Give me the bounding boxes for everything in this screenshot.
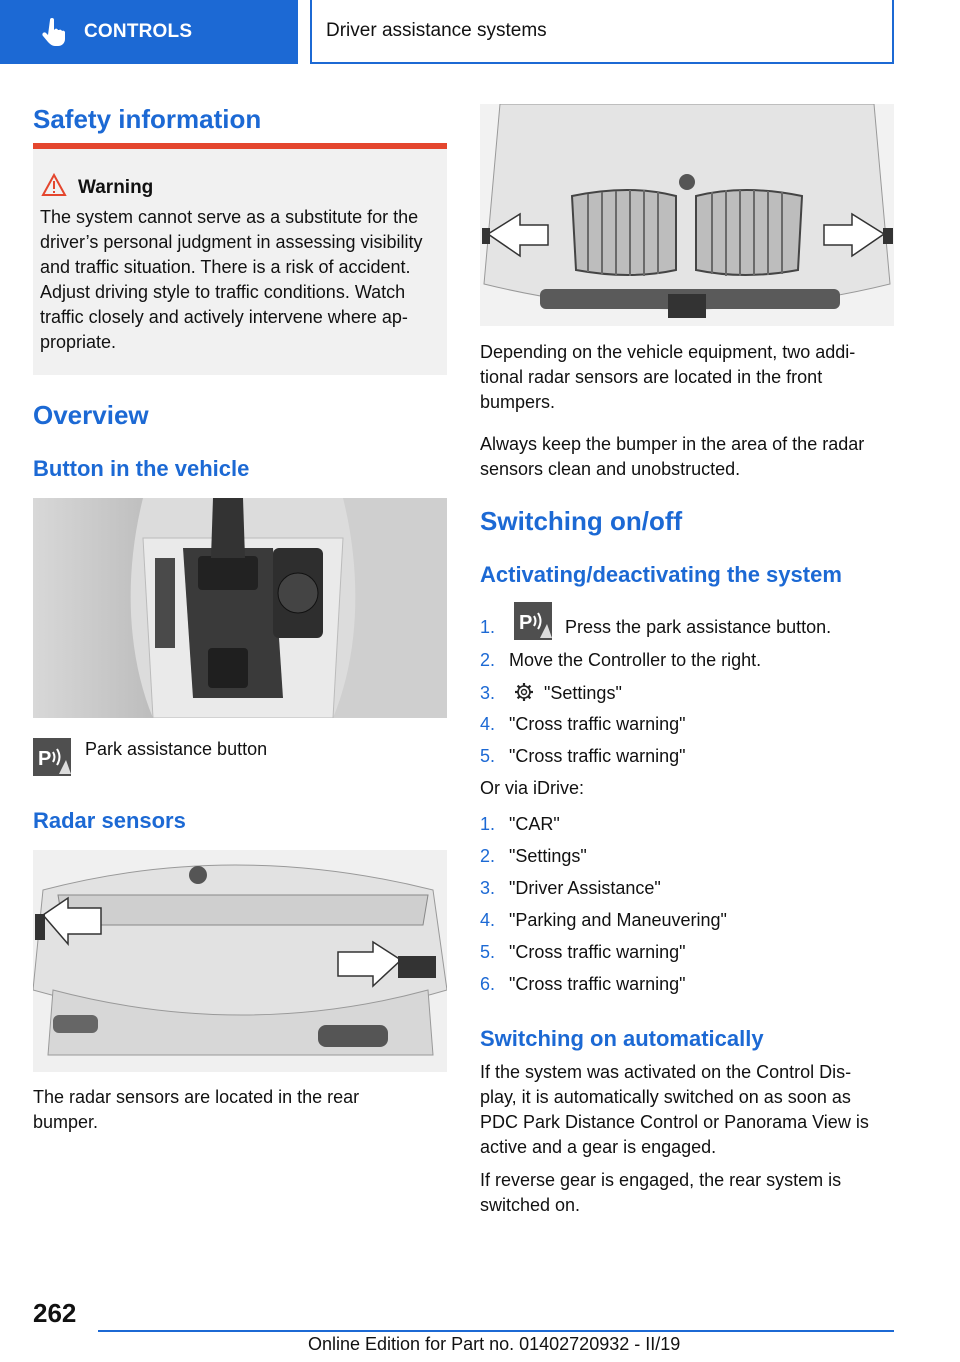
front-text-line: bumpers. xyxy=(480,392,556,412)
bumper-clean-text xyxy=(480,432,894,482)
overview-heading: Overview xyxy=(33,400,149,430)
list-item: 4. "Parking and Maneuvering" xyxy=(480,910,727,930)
reverse-text xyxy=(480,1168,894,1218)
center-console-image xyxy=(33,498,447,718)
warning-title: Warning xyxy=(78,177,154,198)
gear-icon xyxy=(514,682,534,702)
list-item: 2. Move the Controller to the right. xyxy=(480,650,762,670)
warning-box xyxy=(33,143,447,375)
button-heading: Button in the vehicle xyxy=(33,456,250,481)
warning-line: The system cannot serve as a substitute for the xyxy=(40,207,419,227)
park-assist-icon xyxy=(514,602,552,640)
park-button-caption: Park assistance button xyxy=(85,739,268,759)
page-number: 262 xyxy=(33,1298,77,1328)
radar-text xyxy=(33,1085,447,1135)
hand-pointer-icon xyxy=(42,18,66,46)
radar-heading: Radar sensors xyxy=(33,808,186,833)
front-text-line: Depending on the vehicle equipment, two addi‐ xyxy=(480,342,856,362)
list-item: 3. "Settings" xyxy=(480,683,622,703)
section-tab-controls xyxy=(0,0,298,64)
front-radar-text xyxy=(480,340,894,415)
list-item: 5. "Cross traffic warning" xyxy=(480,942,686,962)
list-item: 1. "CAR" xyxy=(480,814,560,834)
reverse-text-line: If reverse gear is engaged, the rear system is xyxy=(480,1170,842,1190)
footer-rule xyxy=(98,1330,894,1332)
warning-triangle-icon xyxy=(41,173,67,202)
list-item: 5. "Cross traffic warning" xyxy=(480,746,686,766)
front-bumper-image xyxy=(480,104,894,326)
warning-line: propriate. xyxy=(40,332,117,352)
bumper-text-line: sensors clean and unobstructed. xyxy=(480,459,741,479)
activate-heading: Activating/deactivating the system xyxy=(480,562,842,587)
front-text-line: tional radar sensors are located in the front xyxy=(480,367,823,387)
chapter-header xyxy=(310,0,894,64)
warning-line: driver’s personal judgment in assessing visibility xyxy=(40,232,423,252)
list-item: 1. P Press the park assistance button. xyxy=(480,616,831,640)
warning-line: Adjust driving style to traffic conditions. Watch xyxy=(40,282,406,302)
auto-text xyxy=(480,1060,894,1160)
list-item: 6. "Cross traffic warning" xyxy=(480,974,686,994)
auto-text-line: PDC Park Distance Control or Panorama View is xyxy=(480,1112,869,1132)
warning-text xyxy=(40,205,445,355)
park-assist-icon xyxy=(33,738,71,776)
list-item: 3. "Driver Assistance" xyxy=(480,878,661,898)
auto-text-line: active and a gear is engaged. xyxy=(480,1137,717,1157)
list-item: 2. "Settings" xyxy=(480,846,587,866)
edition-text: Online Edition for Part no. 01402720932 - II/19 xyxy=(308,1334,681,1354)
or-idrive-text: Or via iDrive: xyxy=(480,778,585,798)
section-label: CONTROLS xyxy=(84,21,193,42)
svg-text:P: P xyxy=(519,612,533,634)
radar-text-line: bumper. xyxy=(33,1112,99,1132)
warning-line: and traffic situation. There is a risk of accident. xyxy=(40,257,411,277)
list-item: 4. "Cross traffic warning" xyxy=(480,714,686,734)
safety-heading: Safety information xyxy=(33,104,262,134)
auto-text-line: If the system was activated on the Control Dis‐ xyxy=(480,1062,852,1082)
reverse-text-line: switched on. xyxy=(480,1195,581,1215)
switch-heading: Switching on/off xyxy=(480,506,683,536)
radar-text-line: The radar sensors are located in the rear xyxy=(33,1087,360,1107)
rear-bumper-image xyxy=(33,850,447,1072)
auto-heading: Switching on automatically xyxy=(480,1026,764,1051)
chapter-title: Driver assistance systems xyxy=(326,20,547,41)
auto-text-line: play, it is automatically switched on as soon as xyxy=(480,1087,851,1107)
svg-text:P: P xyxy=(38,748,52,770)
bumper-text-line: Always keep the bumper in the area of the radar xyxy=(480,434,865,454)
warning-line: traffic closely and actively intervene where ap‐ xyxy=(40,307,408,327)
